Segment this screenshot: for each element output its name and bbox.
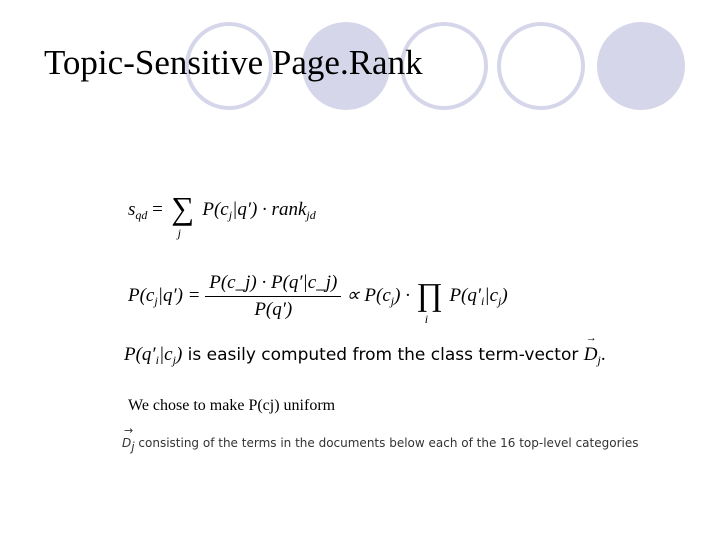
- decor-circle-4: [497, 22, 585, 110]
- bayes-lhs: P(c: [128, 284, 155, 306]
- product-index: i: [424, 311, 429, 326]
- desc-text: is easily computed from the class term-vector: [182, 345, 584, 365]
- desc-vector: → D: [584, 344, 598, 366]
- product-symbol: ∏: [416, 275, 443, 312]
- formula-bayes: [128, 272, 508, 326]
- bayes-lhs-rest: |q′) =: [157, 284, 206, 306]
- sum-operator: [168, 188, 198, 240]
- desc-prob-subscript-2: j: [172, 353, 176, 367]
- desc-prob-subscript: i: [155, 353, 159, 367]
- bottom-text: consisting of the terms in the documents below each of the 16 top-level categories: [134, 436, 639, 450]
- decor-circle-5: [597, 22, 685, 110]
- score-symbol: s: [128, 199, 136, 220]
- slide-title: Topic-Sensitive Page.Rank: [44, 43, 423, 82]
- sum-symbol: ∑: [171, 190, 195, 226]
- uniform-note: We chose to make P(cj) uniform: [128, 397, 336, 414]
- desc-vector-subscript: j: [597, 353, 601, 367]
- product-term-subscript-2: j: [498, 293, 502, 308]
- bayes-lhs-subscript: j: [154, 293, 158, 308]
- desc-period: .: [600, 344, 606, 365]
- equals-sign: =: [147, 199, 168, 220]
- prob-term-rest: |q′) · rank: [232, 199, 307, 220]
- product-term: P(q′: [449, 284, 482, 306]
- bottom-note: [122, 436, 638, 454]
- prob-term-subscript: j: [228, 208, 233, 222]
- fraction-numerator: P(c_j) · P(q′|c_j): [205, 272, 341, 297]
- desc-prob: P(q′: [124, 344, 156, 365]
- product-term-end: ): [501, 284, 508, 306]
- propto-term: ∝ P(c: [346, 284, 391, 306]
- propto-subscript: j: [390, 293, 395, 308]
- prob-term: P(c: [202, 199, 229, 220]
- bayes-fraction: [205, 272, 341, 321]
- product-operator: [415, 274, 445, 326]
- propto-rest: ) ·: [394, 284, 415, 306]
- desc-prob-end: ): [175, 344, 183, 365]
- score-subscript: qd: [135, 208, 148, 222]
- product-term-rest: |c: [484, 284, 499, 306]
- fraction-denominator: P(q′): [254, 299, 293, 320]
- rank-subscript: jd: [306, 208, 316, 222]
- bottom-vector: → D: [122, 436, 131, 450]
- product-term-subscript: i: [481, 293, 485, 308]
- sum-index: j: [177, 226, 181, 240]
- formula-description: [124, 344, 606, 368]
- bottom-vector-subscript: j: [131, 440, 135, 454]
- formula-score: [128, 188, 316, 240]
- desc-prob-mid: |c: [158, 344, 173, 365]
